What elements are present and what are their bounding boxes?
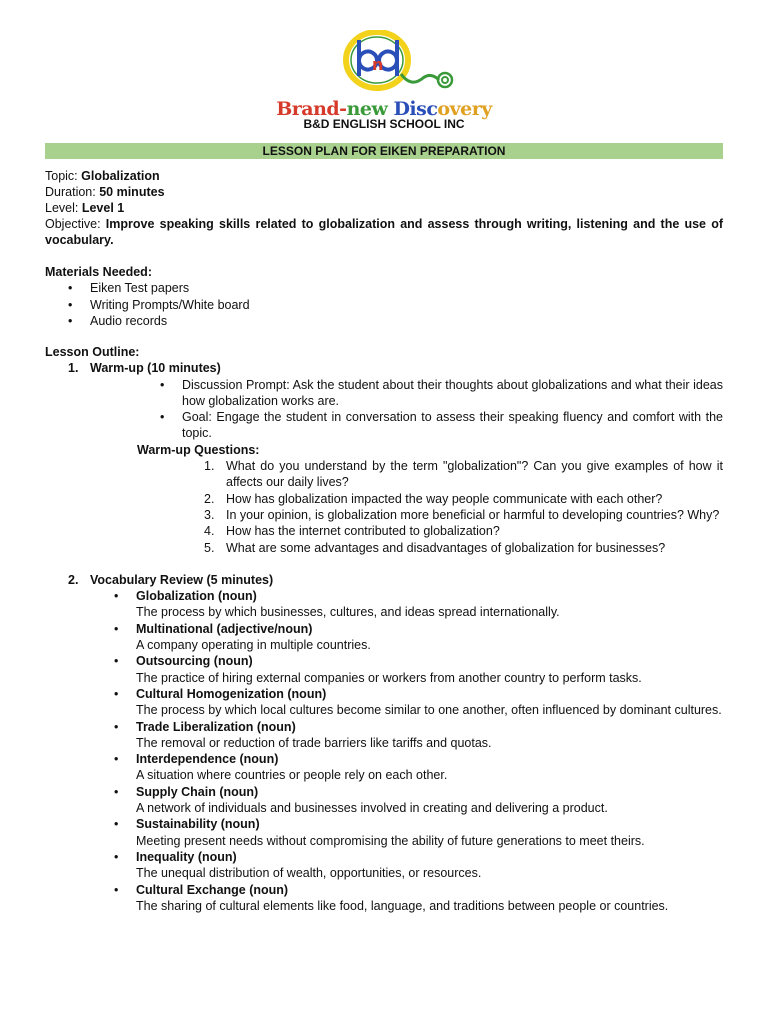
lesson-outline (45, 344, 723, 914)
topic-row (45, 168, 723, 184)
brand-part: overy (437, 98, 492, 120)
question-number: 1. (204, 459, 215, 474)
vocab-definition: A network of individuals and businesses involved in creating and delivering a product. (136, 801, 608, 816)
bnd-logo-icon (335, 30, 465, 92)
lesson-meta (45, 168, 723, 248)
list-item: • Discussion Prompt: Ask the student about their thoughts about globalizations and what their ideas how globalization works are. (182, 377, 723, 410)
materials-section (45, 264, 723, 329)
vocab-item (136, 816, 723, 849)
objective-value: Improve speaking skills related to globalization and assess through writing, listening and the use of vocabulary. (45, 217, 723, 247)
question-item (204, 540, 723, 556)
duration-label: Duration: (45, 185, 96, 199)
question-text: What do you understand by the term "globalization"? Can you give examples of how it affects our daily lives? (226, 459, 723, 490)
school-name: B&D ENGLISH SCHOOL INC (303, 117, 465, 131)
question-text: In your opinion, is globalization more beneficial or harmful to developing countries? Why? (226, 507, 720, 522)
outline-heading: Lesson Outline: (45, 345, 140, 359)
lesson-plan-banner: LESSON PLAN FOR EIKEN PREPARATION (45, 143, 723, 159)
question-number: 5. (204, 540, 215, 555)
level-label: Level: (45, 201, 79, 215)
vocab-definition: The sharing of cultural elements like food, language, and traditions between people or countries. (136, 898, 669, 913)
vocab-term: • Globalization (noun) (136, 589, 257, 604)
topic-value: Globalization (81, 169, 160, 183)
question-number: 3. (204, 507, 215, 522)
vocab-term: • Inequality (noun) (136, 849, 237, 864)
question-item (204, 507, 723, 523)
vocab-title (68, 572, 723, 588)
brand-part: Disc (393, 98, 438, 120)
vocab-term: • Supply Chain (noun) (136, 784, 259, 799)
vocab-item (136, 719, 723, 752)
warmup-questions-heading: Warm-up Questions: (137, 442, 260, 457)
warmup-bullets (182, 377, 723, 442)
vocab-item (136, 653, 723, 686)
objective-row (45, 216, 723, 248)
question-item (204, 458, 723, 491)
duration-value: 50 minutes (99, 185, 165, 199)
brand-part: new (346, 98, 394, 120)
vocab-definition: A company operating in multiple countries. (136, 638, 371, 653)
vocab-definition: A situation where countries or people rely on each other. (136, 768, 448, 783)
question-item (204, 491, 723, 507)
level-value: Level 1 (81, 201, 125, 215)
list-item: • Writing Prompts/White board (90, 297, 723, 313)
vocab-item (136, 849, 723, 882)
vocab-term: • Interdependence (noun) (136, 752, 279, 767)
vocab-definition: The practice of hiring external companies or workers from another country to perform tasks. (136, 670, 642, 685)
vocab-item (136, 588, 723, 621)
question-number: 2. (204, 491, 215, 506)
vocab-item (136, 784, 723, 817)
warmup-title-text: Warm-up (10 minutes) (90, 361, 221, 376)
school-logo (45, 30, 723, 130)
vocab-title-text: Vocabulary Review (5 minutes) (90, 572, 274, 587)
vocab-definition: Meeting present needs without compromising the ability of future generations to meet theirs. (136, 833, 645, 848)
warmup-title (68, 360, 723, 376)
svg-text:n: n (372, 55, 384, 74)
question-text: What are some advantages and disadvantages of globalization for businesses? (226, 540, 666, 555)
materials-list (90, 280, 723, 329)
warmup-questions (204, 458, 723, 556)
vocab-item (136, 882, 723, 915)
vocab-term: • Cultural Exchange (noun) (136, 882, 289, 897)
brand-part: Brand- (276, 98, 347, 120)
question-number: 4. (204, 524, 215, 539)
vocab-item (136, 686, 723, 719)
question-item (204, 523, 723, 539)
list-item: • Audio records (90, 313, 723, 329)
vocab-list (136, 588, 723, 914)
vocab-term: • Multinational (adjective/noun) (136, 621, 313, 636)
vocab-definition: The removal or reduction of trade barriers like tariffs and quotas. (136, 735, 492, 750)
materials-heading: Materials Needed: (45, 265, 152, 279)
vocab-term: • Sustainability (noun) (136, 817, 260, 832)
vocab-item (136, 621, 723, 654)
question-text: How has globalization impacted the way people communicate with each other? (226, 491, 663, 506)
vocab-item (136, 751, 723, 784)
vocab-definition: The process by which businesses, cultures, and ideas spread internationally. (136, 605, 560, 620)
list-item: • Goal: Engage the student in conversation to assess their speaking fluency and comfort with the topic. (182, 409, 723, 442)
topic-label: Topic: (45, 169, 78, 183)
question-text: How has the internet contributed to globalization? (226, 524, 500, 539)
vocab-term: • Outsourcing (noun) (136, 654, 253, 669)
item-number: 1. (68, 361, 79, 376)
vocab-term: • Trade Liberalization (noun) (136, 719, 296, 734)
vocab-definition: The process by which local cultures become similar to one another, often influenced by dominant cultures. (136, 703, 722, 718)
objective-label: Objective: (45, 217, 101, 231)
vocab-term: • Cultural Homogenization (noun) (136, 686, 327, 701)
list-item: • Eiken Test papers (90, 280, 723, 296)
duration-row (45, 184, 723, 200)
vocab-definition: The unequal distribution of wealth, opportunities, or resources. (136, 866, 482, 881)
item-number: 2. (68, 572, 79, 587)
level-row (45, 200, 723, 216)
